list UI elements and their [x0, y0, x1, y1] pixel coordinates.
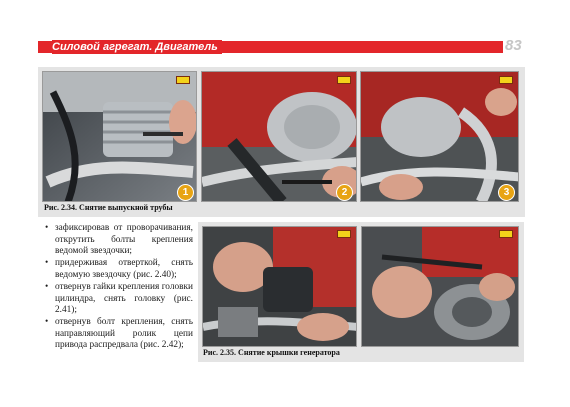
brand-logo	[176, 76, 190, 84]
brand-logo	[337, 230, 351, 238]
photo-exhaust-step-3	[360, 71, 519, 202]
list-item: • зафиксировав от проворачивания, открутить болты крепления ведомой звездочки;	[43, 223, 193, 258]
figure-2-34-caption: Рис. 2.34. Снятие выпускной трубы	[44, 203, 173, 212]
brand-logo	[337, 76, 351, 84]
photo-exhaust-1-image	[43, 72, 197, 202]
brand-logo	[499, 76, 513, 84]
photo-exhaust-step-1	[42, 71, 197, 202]
photo-generator-right-image	[362, 227, 519, 347]
list-item: • придерживая отверткой, снять ведомую звездочку (рис. 2.40);	[43, 258, 193, 281]
photo-exhaust-2-image	[202, 72, 357, 202]
photo-exhaust-3-image	[361, 72, 519, 202]
step-badge-1: 1	[177, 184, 194, 201]
photo-generator-right	[361, 226, 519, 347]
photo-generator-left-image	[203, 227, 357, 347]
section-title: Силовой агрегат. Двигатель	[52, 40, 222, 54]
figure-2-35-caption: Рис. 2.35. Снятие крышки генератора	[203, 348, 340, 357]
page-number: 83	[505, 37, 522, 54]
photo-exhaust-step-2	[201, 71, 357, 202]
photo-generator-left	[202, 226, 357, 347]
list-item: • отвернув болт крепления, снять направляющий ролик цепи привода распредвала (рис. 2.42);	[43, 317, 193, 352]
step-badge-2: 2	[336, 184, 353, 201]
brand-logo	[499, 230, 513, 238]
list-item: • отвернув гайки крепления головки цилиндра, снять головку (рис. 2.41);	[43, 282, 193, 317]
body-text	[43, 223, 193, 353]
step-badge-3: 3	[498, 184, 515, 201]
